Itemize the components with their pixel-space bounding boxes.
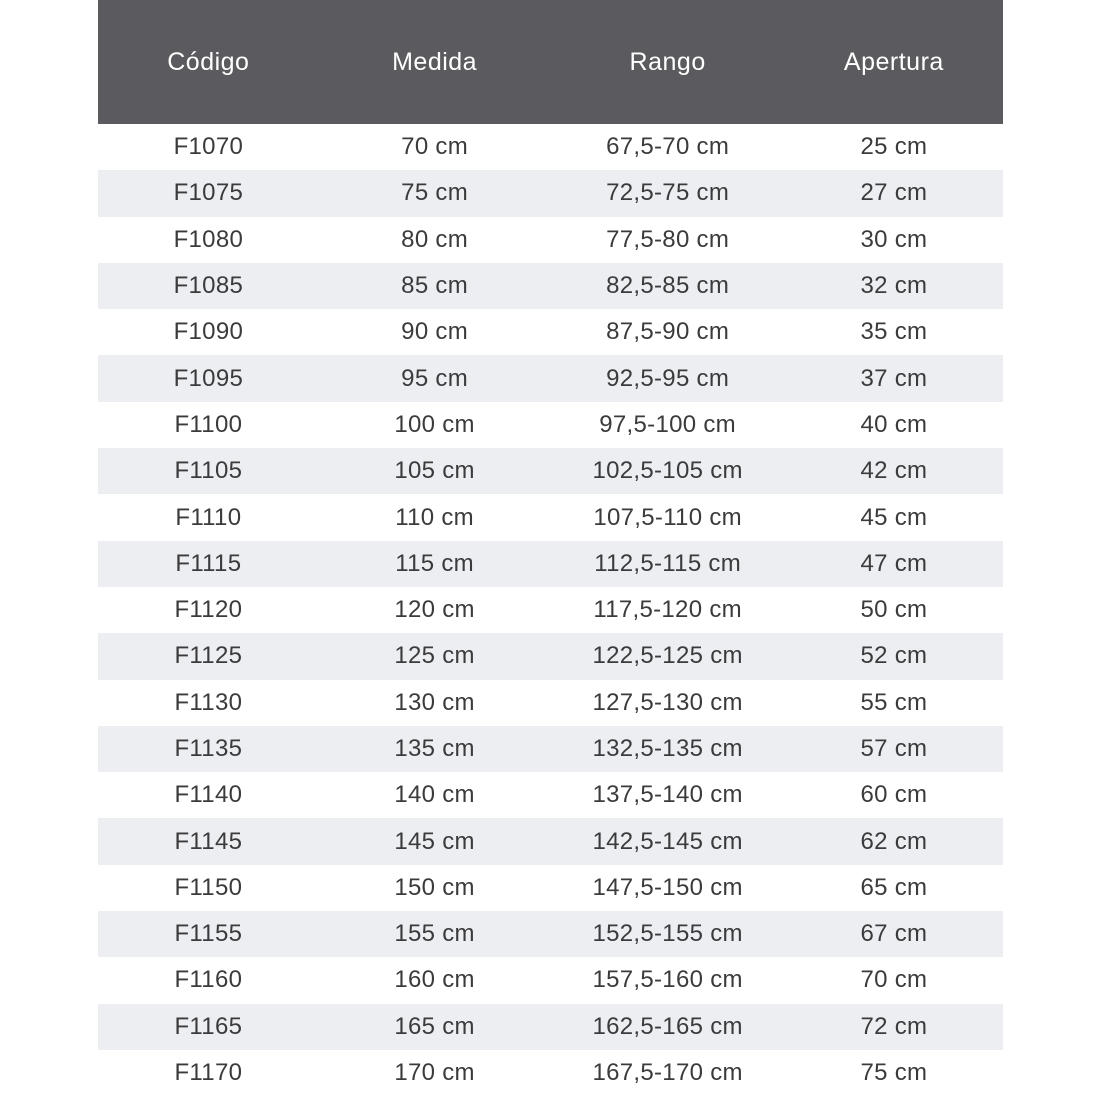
cell-apertura: 27 cm — [860, 179, 928, 207]
cell-apertura: 50 cm — [860, 596, 928, 624]
cell-rango: 157,5-160 cm — [592, 966, 743, 994]
cell-codigo: F1160 — [174, 966, 243, 994]
cell-apertura: 62 cm — [860, 827, 928, 855]
cell-codigo: F1145 — [174, 827, 243, 855]
cell-codigo: F1120 — [174, 596, 243, 624]
column-header-codigo: Código — [167, 47, 250, 76]
cell-apertura: 37 cm — [860, 364, 928, 392]
table-row — [98, 309, 1003, 355]
table-row — [98, 124, 1003, 170]
cell-apertura: 45 cm — [860, 503, 928, 531]
table-row — [98, 911, 1003, 957]
table-header-row — [98, 0, 1003, 124]
cell-codigo: F1170 — [174, 1059, 243, 1087]
table-row — [98, 541, 1003, 587]
table-row — [98, 217, 1003, 263]
table-row — [98, 1050, 1003, 1096]
cell-medida: 75 cm — [401, 179, 469, 207]
cell-rango: 132,5-135 cm — [592, 735, 743, 762]
table-row — [98, 1004, 1003, 1050]
table-row — [98, 726, 1003, 772]
cell-apertura: 75 cm — [860, 1059, 928, 1087]
cell-medida: 90 cm — [401, 318, 469, 346]
cell-rango: 77,5-80 cm — [606, 225, 730, 253]
table-row — [98, 865, 1003, 911]
cell-rango: 167,5-170 cm — [592, 1059, 743, 1087]
cell-rango: 142,5-145 cm — [592, 827, 743, 855]
cell-apertura: 25 cm — [860, 133, 928, 161]
cell-rango: 147,5-150 cm — [592, 873, 743, 901]
table-row — [98, 680, 1003, 726]
cell-codigo: F1155 — [174, 920, 243, 948]
cell-apertura: 32 cm — [860, 272, 928, 300]
cell-medida: 130 cm — [394, 688, 475, 716]
table-row — [98, 355, 1003, 401]
cell-medida: 165 cm — [394, 1012, 475, 1040]
cell-rango: 162,5-165 cm — [592, 1012, 743, 1040]
cell-codigo: F1075 — [173, 179, 244, 207]
cell-codigo: F1140 — [174, 781, 243, 809]
column-header-apertura: Apertura — [843, 47, 944, 76]
cell-rango: 112,5-115 cm — [594, 549, 742, 577]
cell-codigo: F1130 — [174, 688, 243, 716]
cell-rango: 137,5-140 cm — [592, 781, 743, 809]
cell-rango: 82,5-85 cm — [606, 272, 730, 300]
cell-rango: 92,5-95 cm — [606, 364, 730, 392]
table-row — [98, 772, 1003, 818]
cell-medida: 140 cm — [394, 781, 475, 809]
cell-rango: 87,5-90 cm — [606, 318, 730, 346]
cell-apertura: 65 cm — [860, 873, 928, 901]
cell-medida: 155 cm — [394, 920, 475, 948]
table-row — [98, 494, 1003, 540]
table-row — [98, 587, 1003, 633]
cell-medida: 120 cm — [394, 596, 475, 624]
cell-medida: 145 cm — [394, 827, 475, 855]
column-header-rango: Rango — [629, 47, 706, 76]
cell-rango: 67,5-70 cm — [606, 133, 730, 161]
cell-rango: 72,5-75 cm — [606, 179, 730, 207]
table-row — [98, 957, 1003, 1003]
cell-medida: 150 cm — [394, 873, 475, 901]
cell-medida: 170 cm — [394, 1059, 475, 1087]
cell-rango: 152,5-155 cm — [592, 920, 743, 948]
cell-apertura: 30 cm — [860, 225, 928, 253]
cell-rango: 127,5-130 cm — [592, 688, 743, 716]
table-row — [98, 448, 1003, 494]
cell-medida: 160 cm — [394, 966, 475, 994]
cell-apertura: 35 cm — [860, 318, 928, 346]
cell-apertura: 47 cm — [860, 549, 928, 577]
cell-apertura: 42 cm — [860, 457, 928, 485]
cell-medida: 85 cm — [401, 272, 469, 300]
cell-codigo: F1165 — [174, 1012, 243, 1040]
cell-medida: 70 cm — [401, 133, 469, 161]
cell-codigo: F1115 — [175, 549, 242, 577]
table-row — [98, 263, 1003, 309]
cell-medida: 100 cm — [394, 410, 475, 438]
cell-medida: 105 cm — [394, 457, 475, 485]
table-row — [98, 818, 1003, 864]
cell-rango: 102,5-105 cm — [592, 457, 743, 485]
cell-medida: 125 cm — [394, 642, 475, 670]
table-row — [98, 633, 1003, 679]
cell-medida: 95 cm — [401, 364, 469, 392]
cell-codigo: F1150 — [174, 873, 243, 901]
table-row — [98, 170, 1003, 216]
cell-apertura: 60 cm — [860, 781, 928, 809]
cell-apertura: 57 cm — [860, 735, 928, 762]
cell-medida: 80 cm — [401, 225, 469, 253]
cell-codigo: F1105 — [174, 457, 243, 485]
cell-codigo: F1100 — [174, 410, 243, 438]
cell-medida: 135 cm — [394, 735, 475, 762]
table-row — [98, 402, 1003, 448]
cell-codigo: F1125 — [174, 642, 243, 670]
cell-apertura: 67 cm — [860, 920, 928, 948]
cell-codigo: F1095 — [173, 364, 244, 392]
cell-rango: 122,5-125 cm — [592, 642, 743, 670]
cell-codigo: F1135 — [174, 735, 243, 762]
cell-codigo: F1085 — [173, 272, 244, 300]
column-header-medida: Medida — [392, 47, 478, 76]
cell-apertura: 55 cm — [860, 688, 928, 716]
cell-rango: 117,5-120 cm — [593, 596, 742, 624]
cell-codigo: F1110 — [175, 503, 242, 531]
cell-rango: 97,5-100 cm — [599, 410, 736, 438]
size-table — [98, 0, 1003, 1096]
cell-codigo: F1070 — [173, 133, 244, 161]
cell-apertura: 70 cm — [860, 966, 928, 994]
cell-apertura: 40 cm — [860, 410, 928, 438]
table-body — [98, 124, 1003, 1096]
cell-rango: 107,5-110 cm — [593, 503, 742, 531]
cell-apertura: 52 cm — [860, 642, 928, 670]
cell-codigo: F1090 — [173, 318, 244, 346]
cell-medida: 110 cm — [395, 503, 474, 531]
cell-codigo: F1080 — [173, 225, 244, 253]
cell-apertura: 72 cm — [860, 1012, 928, 1040]
cell-medida: 115 cm — [395, 549, 474, 577]
